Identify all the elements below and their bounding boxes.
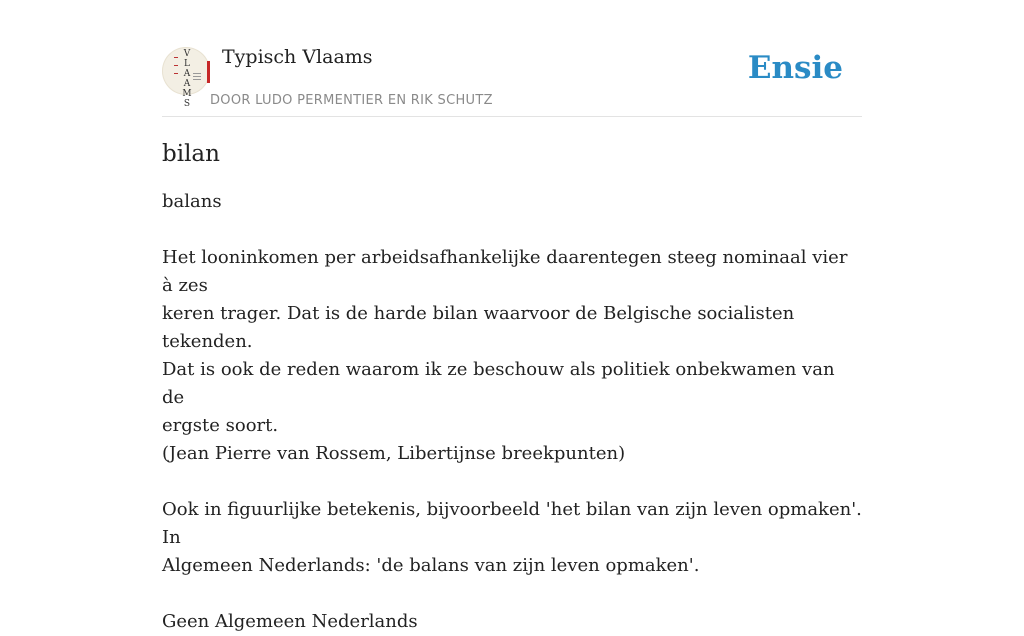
category-note: Geen Algemeen Nederlands: [162, 611, 418, 632]
quote-line: keren trager. Dat is de harde bilan waarvoor de Belgische socialisten tekenden.: [162, 303, 795, 352]
blog-title[interactable]: Typisch Vlaams: [222, 46, 373, 68]
quote-line: Dat is ook de reden waarom ik ze beschouw als politiek onbekwamen van de: [162, 359, 835, 408]
usage-note-line: Ook in figuurlijke betekenis, bijvoorbeeld 'het bilan van zijn leven opmaken'. In: [162, 499, 862, 548]
entry-title: bilan: [162, 141, 220, 167]
logo-lettering: V L A A M S: [182, 49, 192, 109]
usage-note-line: Algemeen Nederlands: 'de balans van zijn leven opmaken'.: [162, 555, 700, 576]
site-header: [162, 44, 862, 117]
author-byline: DOOR LUDO PERMENTIER EN RIK SCHUTZ: [210, 93, 493, 108]
definition-text: balans: [162, 191, 222, 212]
quote-source: (Jean Pierre van Rossem, Libertijnse breekpunten): [162, 443, 626, 464]
logo-tick: [174, 65, 178, 66]
entry-body: [162, 188, 862, 636]
quote-line: Het looninkomen per arbeidsafhankelijke daarentegen steeg nominaal vier à zes: [162, 247, 848, 296]
typisch-vlaams-logo[interactable]: [162, 47, 210, 109]
ensie-brand-link[interactable]: Ensie: [747, 50, 843, 86]
logo-accent-bar: [207, 61, 210, 83]
logo-lines: [193, 73, 201, 82]
logo-tick: [174, 73, 178, 74]
quote-line: ergste soort.: [162, 415, 279, 436]
logo-tick: [174, 57, 178, 58]
article: [162, 138, 862, 636]
